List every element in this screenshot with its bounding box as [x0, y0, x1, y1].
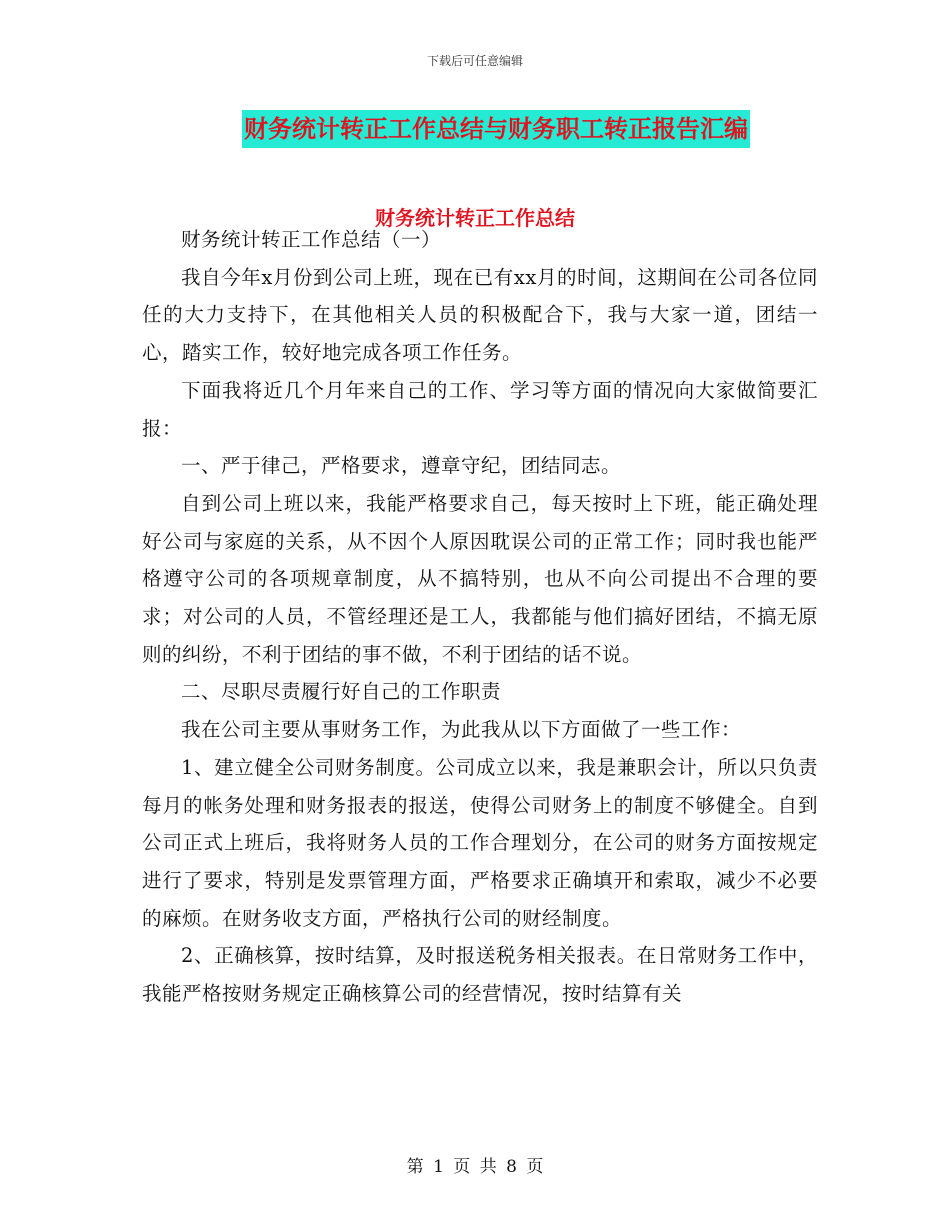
- document-body: [142, 221, 818, 1013]
- paragraph-item-two: 2、正确核算，按时结算，及时报送税务相关报表。在日常财务工作中，我能严格按财务规定正确核算公司的经营情况，按时结算有关: [142, 944, 818, 1006]
- paragraph-heading-two: 二、尽职尽责履行好自己的工作职责: [181, 680, 502, 704]
- paragraph-duties-lead: 我在公司主要从事财务工作，为此我从以下方面做了一些工作：: [181, 718, 742, 742]
- page-number-footer: 第 1 页 共 8 页: [406, 1157, 544, 1177]
- page-header-note: 下载后可任意编辑: [426, 54, 523, 68]
- document-title: 财务统计转正工作总结与财务职工转正报告汇编: [242, 110, 750, 148]
- paragraph-report-lead: 下面我将近几个月年来自己的工作、学习等方面的情况向大家做简要汇报：: [142, 378, 818, 440]
- paragraph-subtitle: 财务统计转正工作总结（一）: [181, 228, 442, 251]
- document-title-area: [0, 110, 950, 148]
- section-title: 财务统计转正工作总结: [375, 206, 575, 230]
- paragraph-item-one: 1、建立健全公司财务制度。公司成立以来，我是兼职会计，所以只负责每月的帐务处理和财务报表的报送，使得公司财务上的制度不够健全。自到公司正式上班后，我将财务人员的工作合理划分，在公司的财务方面按规定进行了要求，特别是发票管理方面，严格要求正确填开和索取，减少不必要的麻烦。在财务收支方面，严格执行公司的财经制度。: [142, 755, 818, 930]
- paragraph-discipline: 自到公司上班以来，我能严格要求自己，每天按时上下班，能正确处理好公司与家庭的关系，从不因个人原因耽误公司的正常工作；同时我也能严格遵守公司的各项规章制度，从不搞特别，也从不向公司提出不合理的要求；对公司的人员，不管经理还是工人，我都能与他们搞好团结，不搞无原则的纠纷，不利于团结的事不做，不利于团结的话不说。: [142, 491, 818, 666]
- paragraph-intro: 我自今年x月份到公司上班，现在已有xx月的时间，这期间在公司各位同任的大力支持下，在其他相关人员的积极配合下，我与大家一道，团结一心，踏实工作，较好地完成各项工作任务。: [142, 265, 818, 365]
- paragraph-heading-one: 一、严于律己，严格要求，遵章守纪，团结同志。: [181, 454, 622, 478]
